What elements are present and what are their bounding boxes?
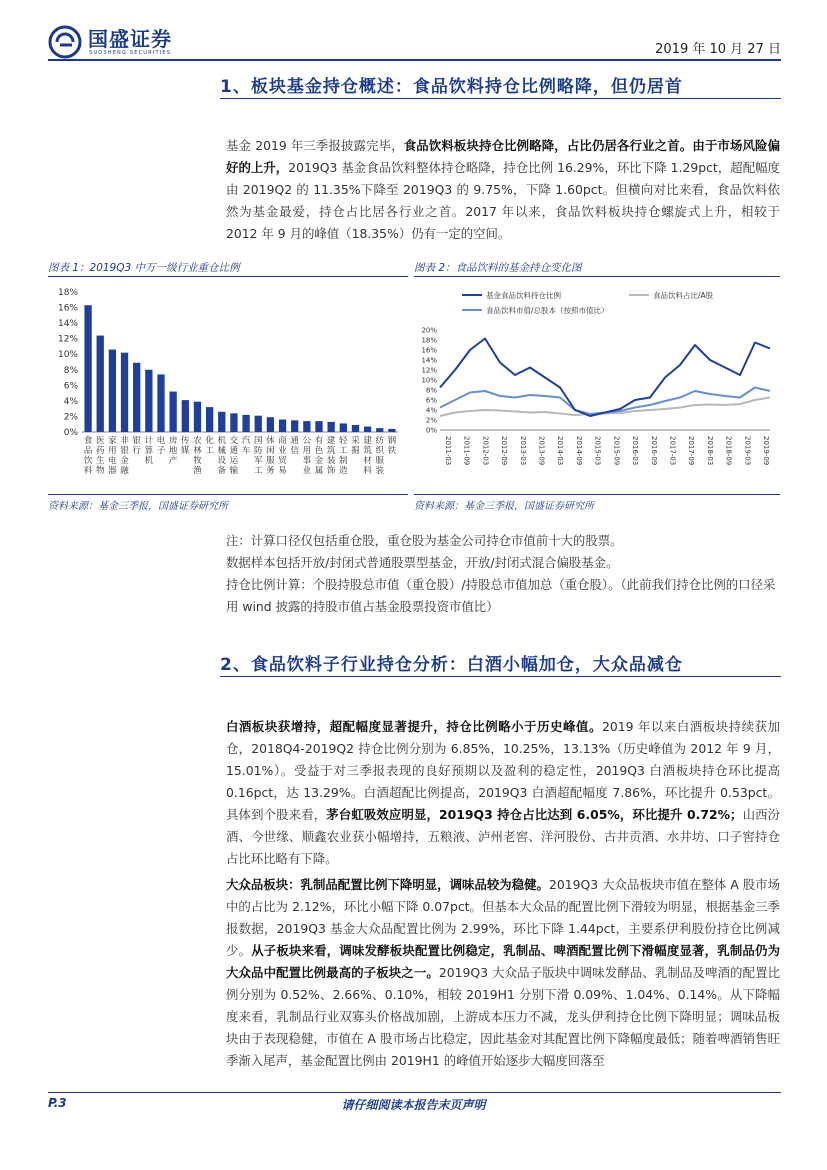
y-tick-label: 4% <box>63 396 78 407</box>
x-tick-label: 建筑装饰 <box>326 436 336 476</box>
x-tick-label: 钢铁 <box>387 436 397 456</box>
x-tick-label: 纺织服装 <box>375 436 385 476</box>
bar <box>242 415 249 432</box>
bar <box>388 429 395 432</box>
bar <box>279 420 286 432</box>
x-tick-label: 2011-03 <box>444 436 452 466</box>
y-tick-label: 12% <box>421 366 437 375</box>
y-tick-label: 18% <box>57 288 78 298</box>
bar <box>194 402 201 432</box>
bar-chart <box>48 280 408 490</box>
figure1-title: 图表 1：2019Q3 中万一级行业重仓比例 <box>48 262 240 274</box>
x-tick-label: 2018-03 <box>705 436 714 466</box>
y-tick-label: 12% <box>57 334 78 345</box>
s1-text-b: 食品饮料板块持仓比例略降，占比仍居各行业之首。由于市场风险偏好的上升， <box>226 138 780 175</box>
section2-underline <box>220 676 781 677</box>
section2-title: 2、食品饮料子行业持仓分析：白酒小幅加仓，大众品减仓 <box>220 655 683 675</box>
page-number: P.3 <box>48 1096 67 1110</box>
note-3: 持仓比例计算：个股持股总市值（重仓股）/持股总市值加总（重仓股）。（此前我们持仓比例的口径采用 wind 披露的持股市值占基金股票投资市值比） <box>226 577 776 614</box>
s2-text-a: 白酒板块获增持，超配幅度显著提升，持仓比例略小于历史峰值。 <box>226 719 602 734</box>
x-tick-label: 2012-09 <box>500 436 509 466</box>
bar <box>352 425 359 432</box>
y-tick-label: 6% <box>63 381 78 392</box>
y-tick-label: 8% <box>63 365 78 376</box>
bar <box>145 370 152 432</box>
bar <box>121 353 128 432</box>
legend-label-1: 基金食品饮料持仓比例 <box>486 291 561 300</box>
y-tick-label: 16% <box>421 346 437 355</box>
x-tick-label: 公用事业 <box>302 436 312 476</box>
section1-underline <box>220 98 781 99</box>
x-tick-label: 2016-03 <box>631 436 640 466</box>
logo-en-text: SUOSHENG SECURITIES <box>89 50 172 56</box>
x-tick-label: 交通运输 <box>229 436 239 476</box>
s3-text-a: 大众品板块：乳制品配置比例下降明显，调味品较为稳健。 <box>226 877 549 892</box>
x-tick-label: 有色金属 <box>314 436 324 476</box>
x-tick-label: 2013-09 <box>537 436 546 466</box>
x-tick-label: 商业贸易 <box>278 436 287 476</box>
section2-paragraph-2 <box>226 874 780 1072</box>
s2-text-d: 山西汾酒、今世缘、顺鑫农业获小幅增持，五粮液、泸州老窖、洋河股份、古井贡酒、水井坊、口子窖持仓占比环比略有下降。 <box>226 807 781 866</box>
note-1: 注：计算口径仅包括重仓股，重仓股为基金公司持仓市值前十大的股票。 <box>226 533 623 548</box>
notes <box>226 530 782 618</box>
logo-icon <box>48 25 82 59</box>
bar <box>206 407 213 432</box>
x-tick-label: 2019-03 <box>743 436 752 466</box>
y-tick-label: 18% <box>421 336 437 345</box>
x-tick-label: 2014-03 <box>556 436 565 466</box>
y-tick-label: 20% <box>421 326 437 335</box>
header-divider <box>48 59 781 61</box>
bar <box>133 363 140 432</box>
bar <box>109 350 116 432</box>
y-tick-label: 10% <box>57 350 78 361</box>
figure2-title-line <box>414 276 780 277</box>
y-tick-label: 2% <box>425 416 437 425</box>
x-tick-label: 食品饮料 <box>83 436 93 476</box>
bar <box>170 392 177 432</box>
s3-text-b: 2019Q3 大众品板块市值在整体 A 股市场中的占比为 2.12%，环比小幅下降 0.07pct。但基本大众品的配置比例下滑较为明显，根据基金三季报数据，2019Q3 基金大众品配置比例为 2.99%，环比下降 1.44pct，主要系伊利股份持仓比例减少。 <box>226 877 780 958</box>
x-tick-label: 非银金融 <box>120 436 129 476</box>
y-tick-label: 14% <box>421 356 437 365</box>
bar <box>364 427 371 432</box>
bar <box>230 413 237 432</box>
legend-label-3: 食品饮料市值/总股本（按照市值比） <box>486 306 609 315</box>
y-tick-label: 10% <box>421 376 437 385</box>
x-tick-label: 2011-09 <box>462 436 471 466</box>
x-tick-label: 2015-03 <box>593 436 602 466</box>
x-tick-label: 2013-03 <box>518 436 527 466</box>
logo-text: 国盛证券 <box>88 27 172 51</box>
x-tick-label: 2017-03 <box>668 436 677 466</box>
bar <box>157 374 164 432</box>
x-tick-label: 国防军工 <box>253 436 263 476</box>
x-tick-label: 电子 <box>156 436 166 456</box>
figure2-bottom-line <box>414 494 780 495</box>
x-tick-label: 轻工制造 <box>339 436 348 476</box>
section2-paragraph-1 <box>226 716 780 870</box>
x-tick-label: 2015-09 <box>612 436 621 466</box>
x-tick-label: 休闲服务 <box>266 436 275 476</box>
x-tick-label: 2014-09 <box>574 436 583 466</box>
note-2: 数据样本包括开放/封闭式普通股票型基金，开放/封闭式混合偏股基金。 <box>226 555 619 570</box>
s2-text-c: 茅台虹吸效应明显，2019Q3 持仓占比达到 6.05%，环比提升 0.72%； <box>326 807 743 822</box>
bar <box>267 417 274 432</box>
footer-divider <box>48 1092 781 1093</box>
line-chart <box>414 280 780 490</box>
x-tick-label: 计算机 <box>144 436 154 466</box>
x-tick-label: 机械设备 <box>217 436 227 476</box>
x-tick-label: 2018-09 <box>724 436 733 466</box>
x-tick-label: 通信 <box>290 436 299 456</box>
x-tick-label: 2017-09 <box>687 436 696 466</box>
x-tick-label: 房地产 <box>168 436 178 466</box>
bar <box>182 400 189 432</box>
bar <box>291 420 298 432</box>
company-logo <box>48 22 172 62</box>
legend-label-2: 食品饮料占比/A股 <box>653 291 714 300</box>
bar <box>328 422 335 432</box>
figure1-source: 资料来源：基金三季报，国盛证券研究所 <box>48 501 228 512</box>
x-tick-label: 化工 <box>205 436 214 456</box>
y-tick-label: 6% <box>425 396 437 405</box>
bar <box>218 412 225 432</box>
bar <box>315 421 322 432</box>
figure2-title: 图表 2：食品饮料的基金持仓变化图 <box>414 262 582 274</box>
section1-title: 1、板块基金持仓概述：食品饮料持仓比例略降，但仍居首 <box>220 77 683 97</box>
y-tick-label: 0% <box>63 428 78 438</box>
bar <box>97 336 104 432</box>
x-tick-label: 银行 <box>132 436 141 456</box>
s1-text-c: 2019Q3 基金食品饮料整体持仓略降，持仓比例 16.29%，环比下降 1.29pct，超配幅度由 2019Q2 的 11.35%下降至 2019Q3 的 9.75%，下降 1.60pct。但横向对比来看，食品饮料依然为基金最爱，持仓占比居各行业之首。2017 年以来，食品饮料板块持仓螺旋式上升，相较于 2012 年 9 月的峰值（18.35%）仍有一定的空间。 <box>226 160 781 241</box>
y-tick-label: 0% <box>425 426 437 435</box>
x-tick-label: 2012-03 <box>481 436 490 466</box>
x-tick-label: 建筑材料 <box>363 436 372 476</box>
figure1-bottom-line <box>48 494 408 495</box>
x-tick-label: 家用电器 <box>108 436 117 476</box>
y-tick-label: 4% <box>425 406 437 415</box>
x-tick-label: 农林牧渔 <box>193 436 202 476</box>
figure1-title-line <box>48 276 408 277</box>
x-tick-label: 2019-09 <box>762 436 770 466</box>
s3-text-d: 2019Q3 大众品子版块中调味发酵品、乳制品及啤酒的配置比例分别为 0.52%、2.66%、0.10%，相较 2019H1 分别下滑 0.09%、1.04%、0.14%。从下降幅度来看，乳制品行业双寡头价格战加剧，上游成本压力不减，龙头伊利持仓比例下降明显；调味品板块由于表现稳健，市值在 A 股市场占比稳定，因此基金对其配置比例下降幅度最低；随着啤酒销售旺季渐入尾声，基金配置比例由 2019H1 的峰值开始逐步大幅度回落至 <box>226 965 781 1068</box>
y-tick-label: 16% <box>57 303 78 314</box>
s1-text-a: 基金 2019 年三季报披露完毕， <box>226 138 404 153</box>
footer-disclaimer: 请仔细阅读本报告末页声明 <box>341 1098 486 1112</box>
y-tick-label: 8% <box>425 386 437 395</box>
y-tick-label: 14% <box>57 319 78 330</box>
bar <box>303 421 310 432</box>
y-tick-label: 2% <box>63 412 78 423</box>
x-tick-label: 2016-09 <box>649 436 658 466</box>
bar <box>376 428 383 432</box>
s2-text-b: 2019 年以来白酒板块持续获加仓，2018Q4-2019Q2 持仓比例分别为 6.85%，10.25%，13.13%（历史峰值为 2012 年 9 月，15.01%）。受益于对三季报表现的良好预期以及盈利的稳定性，2019Q3 白酒板块持仓环比提高 0.16pct，达 13.29%。白酒超配比例提高，2019Q3 白酒超配幅度 7.86%，环比提升 0.53pct。具体到个股来看， <box>226 719 781 822</box>
bar <box>340 423 347 432</box>
x-tick-label: 医药生物 <box>95 436 105 476</box>
x-tick-label: 传媒 <box>181 436 190 456</box>
x-tick-label: 采掘 <box>351 436 360 456</box>
section1-paragraph <box>226 135 780 245</box>
bar <box>255 416 262 432</box>
bar <box>84 305 91 432</box>
s3-text-c: 从子板块来看，调味发酵板块配置比例稳定，乳制品、啤酒配置比例下滑幅度显著，乳制品仍为大众品中配置比例最高的子板块之一。 <box>226 943 781 980</box>
figure2-source: 资料来源：基金三季报，国盛证券研究所 <box>414 501 594 512</box>
x-tick-label: 汽车 <box>241 436 251 456</box>
legend <box>462 290 714 315</box>
report-date: 2019 年 10 月 27 日 <box>655 42 781 57</box>
